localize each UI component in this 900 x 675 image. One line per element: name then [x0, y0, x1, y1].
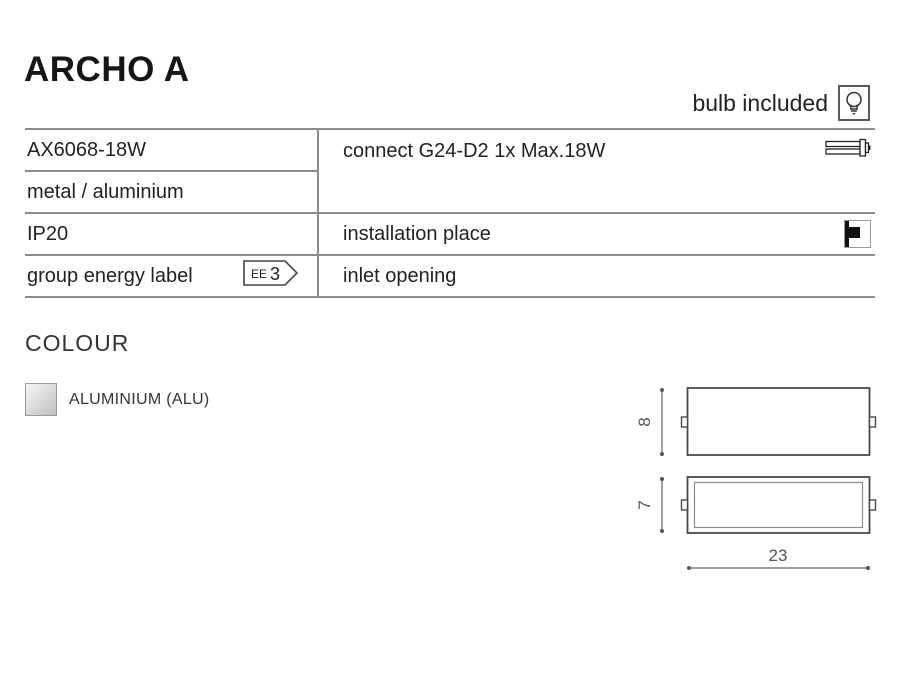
- connect-row-inner: [343, 130, 871, 172]
- dim-dot: [866, 566, 870, 570]
- installation-value: installation place: [343, 222, 491, 245]
- profile-view-inner: [695, 483, 863, 528]
- spec-row-ip-rating: [25, 214, 317, 256]
- spec-row-inlet: [317, 256, 875, 298]
- energy-label-text: group energy label: [27, 264, 193, 287]
- light-bulb-icon: [838, 85, 870, 121]
- spec-row-product-code: [25, 130, 317, 172]
- fixture-square: [849, 227, 860, 238]
- dim-dot: [687, 566, 691, 570]
- bulb-included-group: [692, 84, 870, 122]
- energy-class-badge: [243, 260, 299, 292]
- energy-badge-prefix: EE: [251, 267, 268, 281]
- energy-badge-value: 3: [270, 264, 281, 284]
- colour-heading: COLOUR: [25, 330, 130, 356]
- profile-left-tab: [682, 500, 688, 510]
- dim-label-profile-height: 7: [635, 500, 654, 510]
- dim-label-front-height: 8: [635, 417, 654, 427]
- dimension-drawing: [630, 373, 900, 585]
- colour-swatch-aluminium: [25, 383, 57, 416]
- front-view-outline: [688, 388, 870, 455]
- page-title: ARCHO A: [24, 50, 190, 89]
- product-code-value: AX6068-18W: [27, 138, 146, 161]
- spec-row-energy-label: [25, 256, 317, 298]
- dim-dot: [660, 388, 664, 392]
- bulb-included-label: bulb included: [692, 89, 828, 116]
- g24-2pin-lamp-icon: [825, 137, 871, 165]
- colour-swatch-row: [25, 383, 210, 416]
- wall-mount-icon: [844, 220, 871, 248]
- front-left-tab: [682, 417, 688, 427]
- material-value: metal / aluminium: [27, 180, 184, 203]
- dim-label-width: 23: [768, 546, 788, 565]
- swatch-label: ALUMINIUM (ALU): [69, 390, 210, 408]
- ip-rating-value: IP20: [27, 222, 69, 245]
- dim-dot: [660, 529, 664, 533]
- spec-row-material: [25, 172, 317, 214]
- front-right-tab: [870, 417, 876, 427]
- dim-dot: [660, 452, 664, 456]
- light-bulb-glyph: [844, 90, 864, 117]
- spec-row-connect: [317, 130, 875, 214]
- inlet-value: inlet opening: [343, 264, 457, 287]
- profile-right-tab: [870, 500, 876, 510]
- dim-dot: [660, 477, 664, 481]
- energy-arrow-icon: [243, 260, 299, 286]
- connect-value: connect G24-D2 1x Max.18W: [343, 139, 606, 162]
- spec-row-installation: [317, 214, 875, 256]
- g24-lamp-glyph: [825, 137, 871, 159]
- spec-table: [25, 128, 875, 298]
